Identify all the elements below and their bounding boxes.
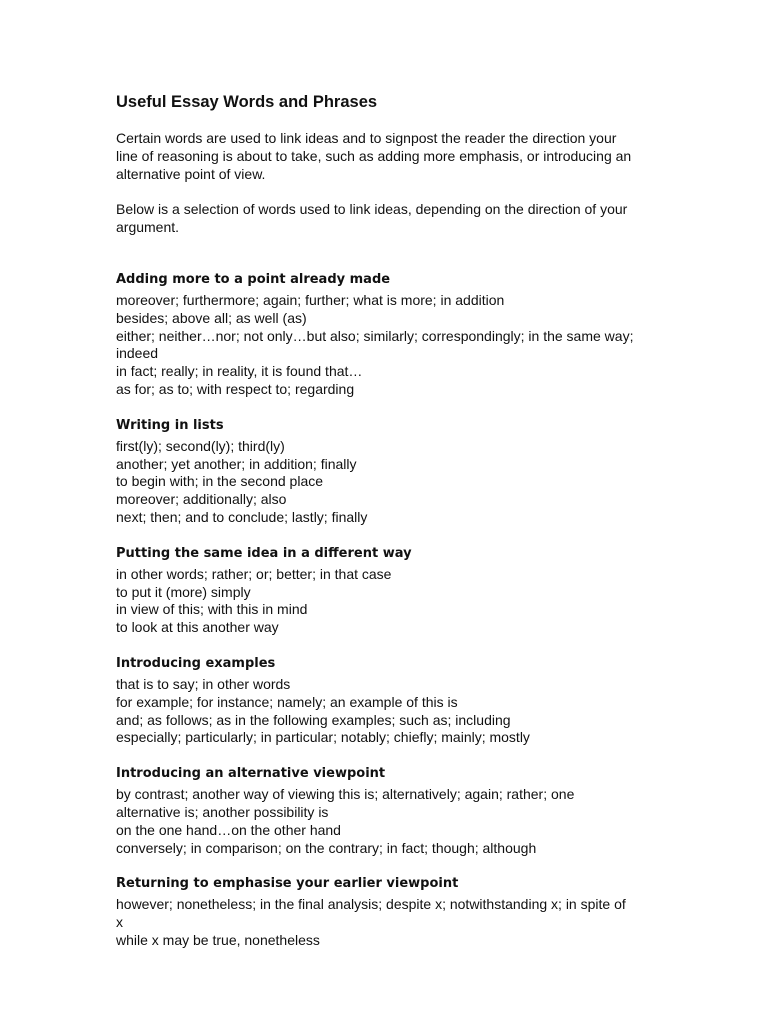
phrase-list bbox=[116, 676, 636, 747]
section-writing-in-lists bbox=[116, 417, 636, 527]
phrase-line: to put it (more) simply bbox=[116, 583, 251, 600]
phrase-line: that is to say; in other words bbox=[116, 675, 291, 692]
section-same-idea-different-way bbox=[116, 545, 636, 637]
section-adding-more bbox=[116, 271, 636, 399]
phrase-line: for example; for instance; namely; an example of this is bbox=[116, 693, 458, 710]
section-heading: Introducing examples bbox=[116, 655, 276, 671]
section-alternative-viewpoint bbox=[116, 765, 636, 857]
phrase-line: however; nonetheless; in the final analysis; despite x; notwithstanding x; in spite of x bbox=[116, 896, 626, 931]
phrase-line: either; neither…nor; not only…but also; similarly; correspondingly; in the same way; indeed bbox=[116, 327, 634, 362]
section-heading: Adding more to a point already made bbox=[116, 271, 391, 287]
phrase-list bbox=[116, 896, 636, 949]
document-title: Useful Essay Words and Phrases bbox=[116, 93, 378, 111]
phrase-list bbox=[116, 566, 636, 637]
intro-paragraph: Certain words are used to link ideas and to signpost the reader the direction your line of reasoning is about to take, such as adding more emphasis, or introducing an alternative point of view. bbox=[116, 130, 632, 182]
phrase-line: first(ly); second(ly); third(ly) bbox=[116, 437, 285, 454]
phrase-sections bbox=[116, 271, 636, 950]
phrase-line: on the one hand…on the other hand bbox=[116, 821, 341, 838]
phrase-line: besides; above all; as well (as) bbox=[116, 309, 307, 326]
section-heading: Introducing an alternative viewpoint bbox=[116, 766, 386, 782]
phrase-line: moreover; furthermore; again; further; what is more; in addition bbox=[116, 291, 505, 308]
section-introducing-examples bbox=[116, 655, 636, 747]
phrase-list bbox=[116, 292, 636, 399]
phrase-line: to look at this another way bbox=[116, 619, 279, 636]
phrase-line: and; as follows; as in the following examples; such as; including bbox=[116, 711, 511, 728]
phrase-line: as for; as to; with respect to; regarding bbox=[116, 380, 355, 397]
phrase-line: while x may be true, nonetheless bbox=[116, 931, 320, 948]
phrase-line: moreover; additionally; also bbox=[116, 491, 287, 508]
phrase-line: in fact; really; in reality, it is found that… bbox=[116, 363, 363, 380]
phrase-line: next; then; and to conclude; lastly; finally bbox=[116, 508, 368, 525]
phrase-list bbox=[116, 786, 636, 857]
phrase-line: in view of this; with this in mind bbox=[116, 601, 308, 618]
phrase-line: by contrast; another way of viewing this is; alternatively; again; rather; one alternative is; another possibility is bbox=[116, 786, 575, 820]
section-heading: Putting the same idea in a different way bbox=[116, 545, 412, 561]
phrase-list bbox=[116, 438, 636, 527]
section-heading: Returning to emphasise your earlier viewpoint bbox=[116, 876, 459, 892]
phrase-line: in other words; rather; or; better; in that case bbox=[116, 565, 392, 582]
phrase-line: conversely; in comparison; on the contrary; in fact; though; although bbox=[116, 839, 537, 856]
section-heading: Writing in lists bbox=[116, 417, 224, 433]
phrase-line: especially; particularly; in particular; notably; chiefly; mainly; mostly bbox=[116, 729, 530, 746]
phrase-line: another; yet another; in addition; finally bbox=[116, 455, 357, 472]
section-emphasise-earlier-viewpoint bbox=[116, 875, 636, 949]
intro-paragraph: Below is a selection of words used to link ideas, depending on the direction of your argument. bbox=[116, 201, 628, 236]
document-page bbox=[116, 92, 636, 968]
phrase-line: to begin with; in the second place bbox=[116, 473, 324, 490]
